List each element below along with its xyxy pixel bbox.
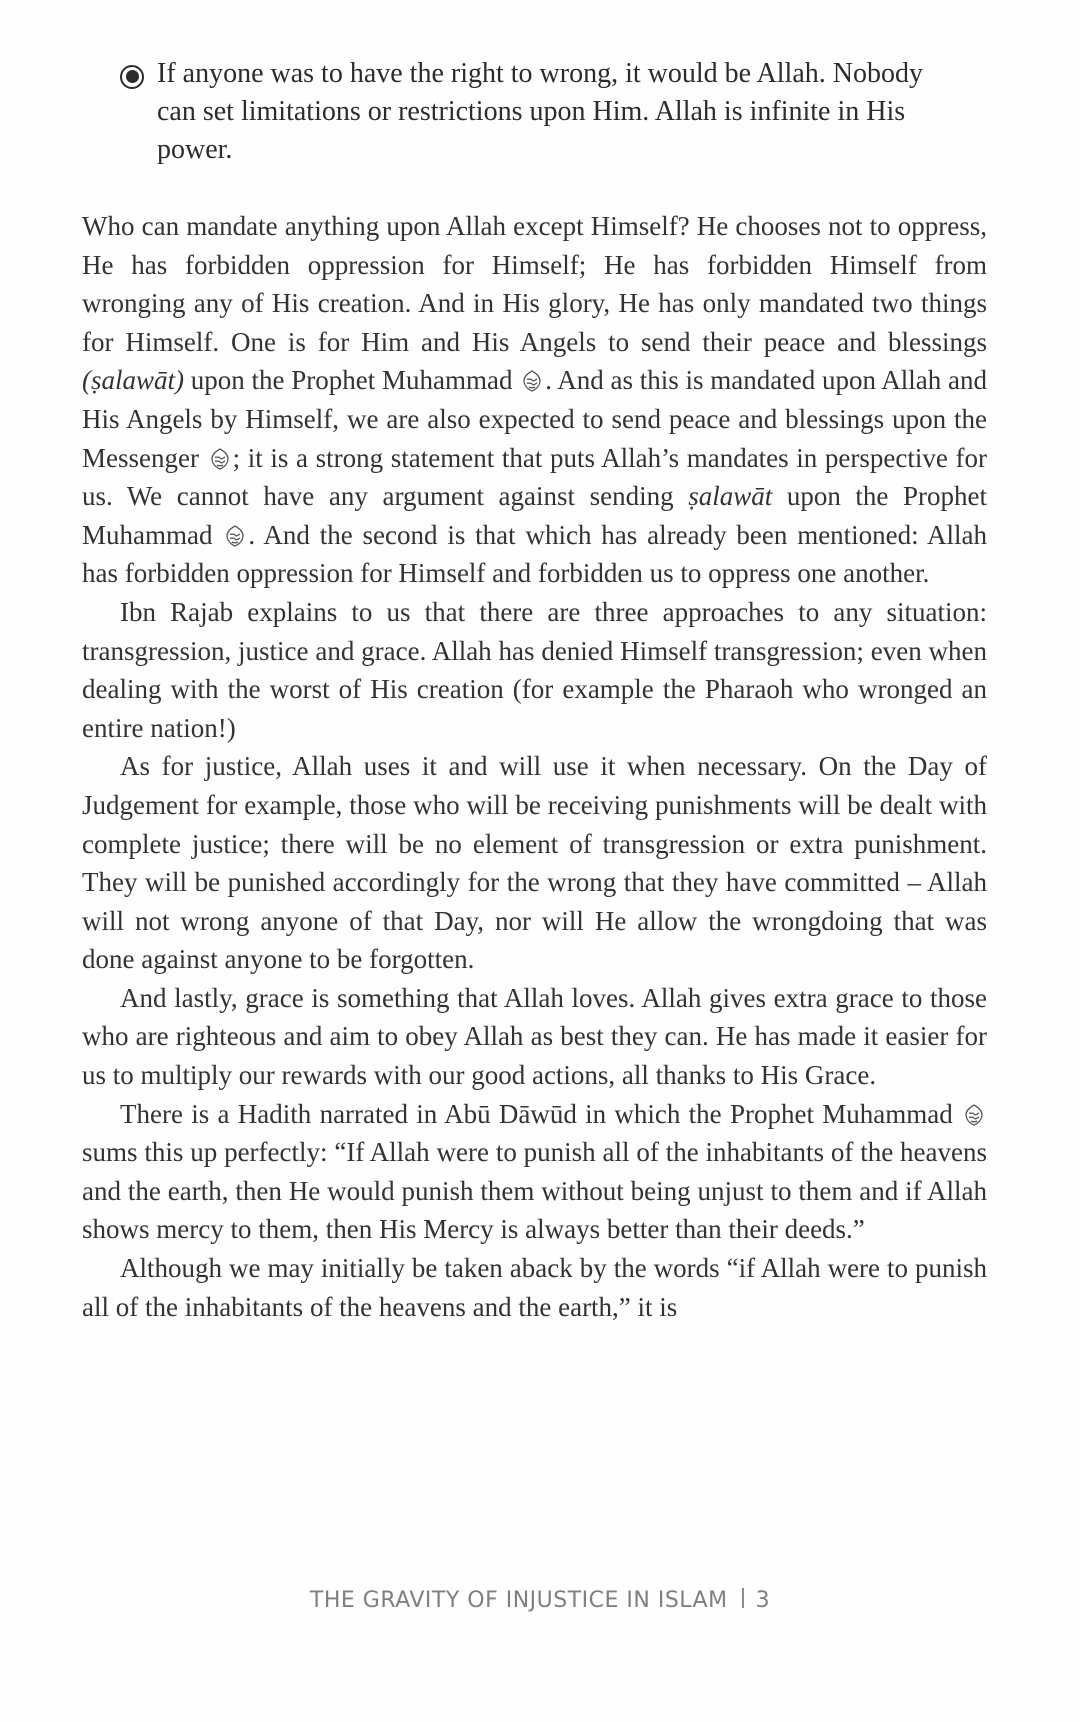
page-footer [0,1588,1080,1613]
pbuh-honorific-icon [963,1103,985,1127]
text-run: . And the second is that which has already been mentioned: Allah has forbidden oppression for Himself and forbidden us to oppress one another. [82,519,987,589]
filled-circle-bullet-icon [120,65,144,89]
italic-term: (ṣalawāt) [82,365,185,396]
bullet-point [120,55,960,169]
italic-term: ṣalawāt [688,481,773,512]
paragraph [82,1249,987,1326]
footer-separator [742,1588,744,1608]
text-run: ; it is a strong statement that puts Allah’s mandates in perspective for us. We cannot have any argument against sending [82,442,987,512]
paragraph [82,207,987,593]
pbuh-honorific-icon [521,369,543,393]
body-text [82,207,987,1326]
paragraph [82,1095,987,1249]
pbuh-honorific-icon [224,524,246,548]
paragraph [82,593,987,747]
text-run: Who can mandate anything upon Allah except Himself? He chooses not to oppress, He has forbidden oppression for Himself; He has forbidden Himself from wronging any of His creation. And in His glory, He has only mandated two things for Himself. One is for Him and His Angels to send their peace and blessings [82,211,987,357]
text-run: As for justice, Allah uses it and will use it when necessary. On the Day of Judgement for example, those who will be receiving punishments will be dealt with complete justice; there will be no element of transgression or extra punishment. They will be punished accordingly for the wrong that they have committed – Allah will not wrong anyone of that Day, nor will He allow the wrongdoing that was done against anyone to be forgotten. [82,751,987,975]
text-run: Ibn Rajab explains to us that there are three approaches to any situation: transgression, justice and grace. Allah has denied Himself transgression; even when dealing with the worst of His creation (for example the Pharaoh who wronged an entire nation!) [82,596,987,743]
text-run: sums this up perfectly: “If Allah were to punish all of the inhabitants of the heavens and the earth, then He would punish them without being unjust to them and if Allah shows mercy to them, then His Mercy is always better than their deeds.” [82,1137,987,1245]
paragraph [82,747,987,979]
running-title: THE GRAVITY OF INJUSTICE IN ISLAM [309,1588,728,1613]
pbuh-honorific-icon [209,447,231,471]
text-run: . And as this is mandated upon Allah and His Angels by Himself, we are also expected to send peace and blessings upon the Messenger [82,365,987,473]
bullet-text: If anyone was to have the right to wrong, it would be Allah. Nobody can set limitations or restrictions upon Him. Allah is infinite in His power. [157,58,923,165]
text-run: And lastly, grace is something that Allah loves. Allah gives extra grace to those who are righteous and aim to obey Allah as best they can. He has made it easier for us to multiply our rewards with our good actions, all thanks to His Grace. [82,982,987,1091]
text-run: upon the Prophet Muhammad [184,365,520,396]
paragraph [82,979,987,1095]
text-run: There is a Hadith narrated in Abū Dāwūd in which the Prophet Muhammad [120,1098,961,1129]
text-run: upon the Prophet Muhammad [82,481,987,550]
text-run: Although we may initially be taken aback by the words “if Allah were to punish all of the inhabitants of the heavens and the earth,” it is [82,1253,987,1322]
page-number: 3 [755,1588,771,1613]
